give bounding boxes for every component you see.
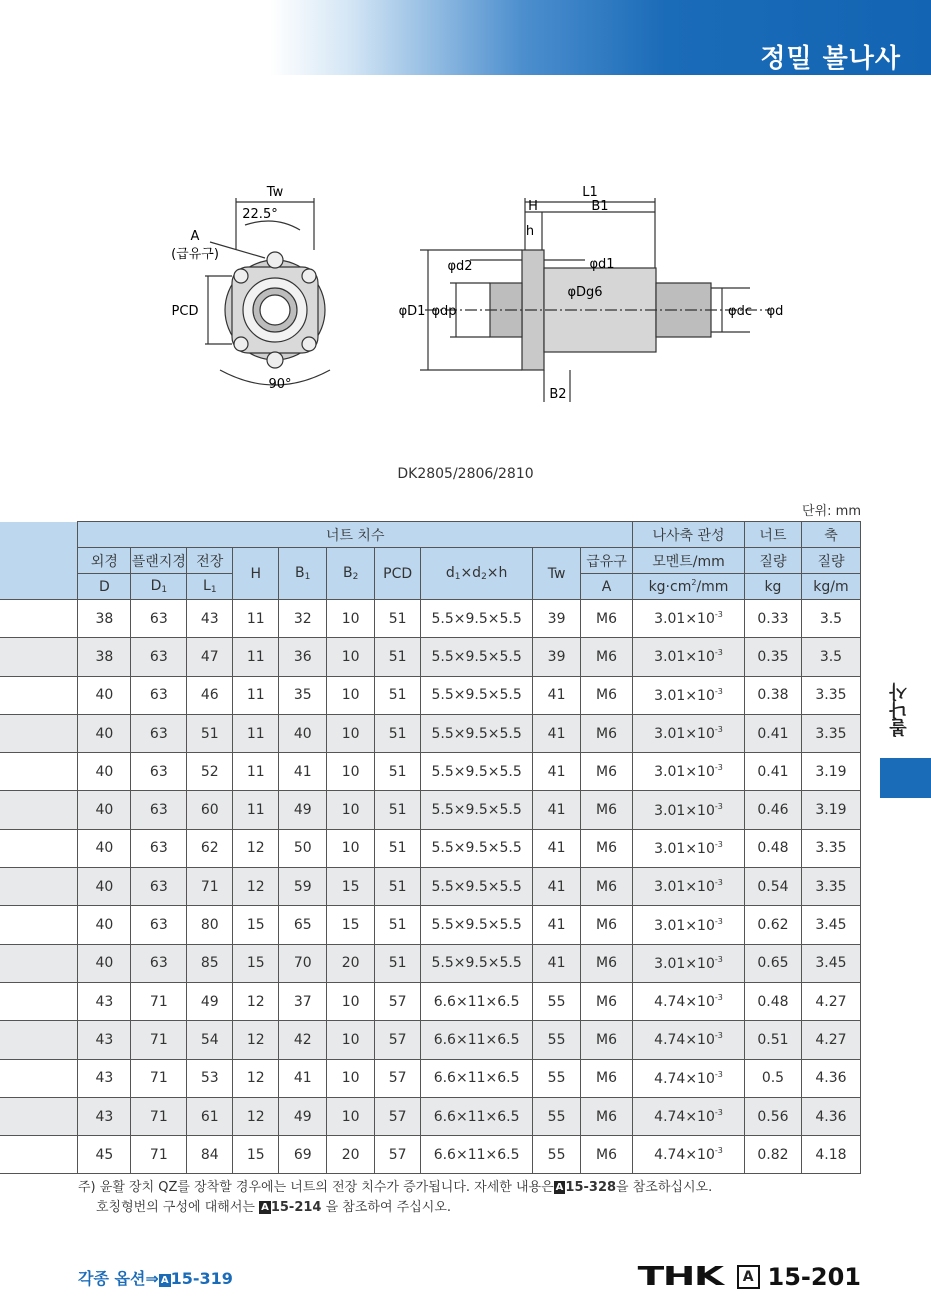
row-model-cell [0, 600, 78, 638]
row-model-cell [0, 638, 78, 676]
page-number: 15-201 [767, 1263, 861, 1291]
cell-D1: 63 [131, 868, 187, 906]
cell-nut-mass: 0.48 [744, 829, 801, 867]
cell-bolt: 5.5×9.5×5.5 [421, 753, 533, 791]
cell-D1: 63 [131, 600, 187, 638]
cell-PCD: 51 [375, 638, 421, 676]
note-line-1: 주) 윤활 장치 QZ를 장착할 경우에는 너트의 전장 치수가 증가됩니다. 자세한 내용은 A 15-328을 참조하십시오. [78, 1180, 713, 1195]
cell-H: 12 [233, 1097, 279, 1135]
side-tab-label: 볼나사 [889, 683, 910, 737]
cell-shaft-mass: 3.5 [801, 638, 860, 676]
cell-PCD: 51 [375, 600, 421, 638]
row-model-cell [0, 714, 78, 752]
row-model-cell [0, 1021, 78, 1059]
cell-H: 12 [233, 1021, 279, 1059]
cell-moment: $4.74\times 10^{-3}$ [633, 1021, 745, 1059]
nut-side-view [420, 198, 770, 402]
cell-A: M6 [581, 714, 633, 752]
cell-L1: 54 [187, 1021, 233, 1059]
cell-Tw: 55 [533, 982, 581, 1020]
cell-bolt: 5.5×9.5×5.5 [421, 906, 533, 944]
cell-B1: 65 [279, 906, 327, 944]
cell-D: 38 [78, 600, 131, 638]
cell-B1: 32 [279, 600, 327, 638]
cell-A: M6 [581, 1136, 633, 1174]
cell-H: 15 [233, 1136, 279, 1174]
cell-B1: 41 [279, 753, 327, 791]
table-row [0, 753, 861, 791]
header-PCD: PCD [375, 548, 421, 600]
cell-Tw: 41 [533, 753, 581, 791]
side-tab[interactable] [880, 758, 931, 798]
cell-shaft-mass: 3.19 [801, 753, 860, 791]
cell-Tw: 41 [533, 868, 581, 906]
cell-B1: 49 [279, 1097, 327, 1135]
page-section-box: A [737, 1265, 760, 1289]
cell-bolt: 6.6×11×6.5 [421, 1097, 533, 1135]
cell-L1: 52 [187, 753, 233, 791]
cell-H: 12 [233, 1059, 279, 1097]
header-bolt: $d_1\times d_2\times h$ [421, 548, 533, 600]
cell-PCD: 51 [375, 791, 421, 829]
header-nut-mass-kr: 질량 [744, 548, 801, 574]
row-model-cell [0, 1059, 78, 1097]
footer-page [637, 1262, 861, 1292]
cell-B1: 50 [279, 829, 327, 867]
cell-D: 40 [78, 791, 131, 829]
cell-L1: 80 [187, 906, 233, 944]
table-row [0, 600, 861, 638]
cell-shaft-mass: 3.5 [801, 600, 860, 638]
cell-nut-mass: 0.41 [744, 714, 801, 752]
cell-bolt: 6.6×11×6.5 [421, 1136, 533, 1174]
cell-Tw: 55 [533, 1136, 581, 1174]
table-row [0, 868, 861, 906]
cell-moment: $3.01\times 10^{-3}$ [633, 676, 745, 714]
cell-bolt: 6.6×11×6.5 [421, 1021, 533, 1059]
cell-D1: 63 [131, 753, 187, 791]
cell-B2: 20 [327, 944, 375, 982]
cell-A: M6 [581, 791, 633, 829]
cell-B2: 10 [327, 714, 375, 752]
header-moment: 나사축 관성 [633, 522, 745, 548]
drawing-caption: DK2805/2806/2810 [397, 466, 534, 482]
cell-Tw: 55 [533, 1059, 581, 1097]
row-model-cell [0, 868, 78, 906]
label-b1: B1 [591, 199, 609, 214]
cell-L1: 84 [187, 1136, 233, 1174]
ball-screw-drawing [150, 180, 790, 410]
cell-D: 40 [78, 753, 131, 791]
header-B1: $B_1$ [279, 548, 327, 600]
cell-A: M6 [581, 1021, 633, 1059]
row-model-cell [0, 906, 78, 944]
ref-mark: A [160, 1275, 169, 1286]
cell-PCD: 57 [375, 982, 421, 1020]
cell-B1: 37 [279, 982, 327, 1020]
cell-D1: 71 [131, 1059, 187, 1097]
cell-PCD: 51 [375, 868, 421, 906]
header-moment-unit: $kg\cdot cm^2/mm$ [633, 574, 745, 600]
cell-moment: $3.01\times 10^{-3}$ [633, 714, 745, 752]
cell-D: 43 [78, 1059, 131, 1097]
cell-H: 11 [233, 638, 279, 676]
cell-B2: 10 [327, 600, 375, 638]
cell-D1: 63 [131, 714, 187, 752]
cell-B2: 10 [327, 791, 375, 829]
cell-L1: 47 [187, 638, 233, 676]
cell-A: M6 [581, 600, 633, 638]
cell-D1: 63 [131, 676, 187, 714]
header-shaft-mass-unit: kg/m [801, 574, 860, 600]
cell-shaft-mass: 4.36 [801, 1097, 860, 1135]
table-row [0, 1136, 861, 1174]
cell-shaft-mass: 3.35 [801, 829, 860, 867]
spec-table [0, 521, 861, 1174]
cell-H: 12 [233, 868, 279, 906]
cell-B2: 10 [327, 676, 375, 714]
cell-nut-mass: 0.56 [744, 1097, 801, 1135]
cell-B1: 36 [279, 638, 327, 676]
note-ref-link-1[interactable]: 15-328 [565, 1180, 617, 1195]
cell-bolt: 5.5×9.5×5.5 [421, 600, 533, 638]
cell-shaft-mass: 3.45 [801, 906, 860, 944]
cell-L1: 51 [187, 714, 233, 752]
cell-B1: 41 [279, 1059, 327, 1097]
cell-moment: $4.74\times 10^{-3}$ [633, 1136, 745, 1174]
cell-D: 45 [78, 1136, 131, 1174]
cell-B1: 42 [279, 1021, 327, 1059]
cell-bolt: 5.5×9.5×5.5 [421, 638, 533, 676]
cell-D1: 71 [131, 1021, 187, 1059]
cell-B2: 10 [327, 829, 375, 867]
header-H: H [233, 548, 279, 600]
cell-nut-mass: 0.38 [744, 676, 801, 714]
cell-nut-mass: 0.62 [744, 906, 801, 944]
cell-B2: 10 [327, 1059, 375, 1097]
row-model-cell [0, 1136, 78, 1174]
header-nut-dimensions: 너트 치수 [78, 522, 633, 548]
cell-moment: $3.01\times 10^{-3}$ [633, 600, 745, 638]
header-D: D [78, 574, 131, 600]
table-row [0, 1059, 861, 1097]
cell-nut-mass: 0.48 [744, 982, 801, 1020]
cell-A: M6 [581, 868, 633, 906]
header-shaft-mass-kr: 질량 [801, 548, 860, 574]
cell-L1: 85 [187, 944, 233, 982]
cell-L1: 53 [187, 1059, 233, 1097]
label-pcd: PCD [171, 304, 199, 319]
cell-PCD: 57 [375, 1136, 421, 1174]
cell-H: 11 [233, 600, 279, 638]
label-d2: φd2 [447, 259, 473, 274]
cell-PCD: 51 [375, 676, 421, 714]
cell-PCD: 57 [375, 1097, 421, 1135]
cell-Tw: 55 [533, 1021, 581, 1059]
cell-nut-mass: 0.46 [744, 791, 801, 829]
cell-B1: 35 [279, 676, 327, 714]
cell-D: 43 [78, 982, 131, 1020]
label-dc: φdc [728, 304, 752, 319]
label-D1: φD1 [398, 304, 426, 319]
cell-shaft-mass: 4.27 [801, 1021, 860, 1059]
cell-A: M6 [581, 676, 633, 714]
header-Tw: Tw [533, 548, 581, 600]
cell-B2: 10 [327, 1021, 375, 1059]
cell-nut-mass: 0.33 [744, 600, 801, 638]
label-dg6: φDg6 [567, 285, 603, 300]
ref-mark: A [261, 1202, 269, 1213]
cell-Tw: 41 [533, 906, 581, 944]
cell-PCD: 57 [375, 1059, 421, 1097]
cell-A: M6 [581, 829, 633, 867]
table-row [0, 906, 861, 944]
label-a: A [190, 229, 200, 244]
cell-H: 11 [233, 791, 279, 829]
cell-D: 40 [78, 944, 131, 982]
cell-D: 40 [78, 714, 131, 752]
cell-moment: $3.01\times 10^{-3}$ [633, 791, 745, 829]
cell-L1: 71 [187, 868, 233, 906]
cell-L1: 61 [187, 1097, 233, 1135]
row-model-cell [0, 791, 78, 829]
cell-D: 43 [78, 1097, 131, 1135]
header-A: A [581, 574, 633, 600]
cell-A: M6 [581, 1097, 633, 1135]
unit-note: 단위: mm [802, 504, 861, 519]
cell-L1: 62 [187, 829, 233, 867]
cell-nut-mass: 0.82 [744, 1136, 801, 1174]
cell-B2: 10 [327, 982, 375, 1020]
cell-B2: 20 [327, 1136, 375, 1174]
footer-options-link[interactable]: 각종 옵션⇒ A 15-319 [78, 1269, 233, 1288]
row-model-cell [0, 829, 78, 867]
cell-B2: 10 [327, 1097, 375, 1135]
cell-nut-mass: 0.65 [744, 944, 801, 982]
cell-Tw: 41 [533, 791, 581, 829]
cell-bolt: 6.6×11×6.5 [421, 1059, 533, 1097]
cell-D: 40 [78, 868, 131, 906]
cell-bolt: 5.5×9.5×5.5 [421, 944, 533, 982]
cell-A: M6 [581, 753, 633, 791]
table-row [0, 1021, 861, 1059]
cell-moment: $3.01\times 10^{-3}$ [633, 868, 745, 906]
header-moment-kr: 모멘트/mm [633, 548, 745, 574]
cell-moment: $3.01\times 10^{-3}$ [633, 829, 745, 867]
cell-B1: 59 [279, 868, 327, 906]
label-angle2: 90° [268, 377, 292, 392]
cell-H: 12 [233, 982, 279, 1020]
cell-PCD: 51 [375, 753, 421, 791]
cell-nut-mass: 0.5 [744, 1059, 801, 1097]
cell-bolt: 6.6×11×6.5 [421, 982, 533, 1020]
cell-PCD: 51 [375, 714, 421, 752]
cell-Tw: 39 [533, 600, 581, 638]
cell-A: M6 [581, 906, 633, 944]
cell-H: 15 [233, 906, 279, 944]
cell-D1: 71 [131, 1136, 187, 1174]
cell-shaft-mass: 3.35 [801, 868, 860, 906]
cell-B2: 15 [327, 868, 375, 906]
cell-PCD: 57 [375, 1021, 421, 1059]
header-D1-kr: 플랜지경 [131, 548, 187, 574]
cell-B2: 15 [327, 906, 375, 944]
cell-H: 12 [233, 829, 279, 867]
cell-moment: $3.01\times 10^{-3}$ [633, 638, 745, 676]
cell-Tw: 41 [533, 944, 581, 982]
cell-Tw: 41 [533, 676, 581, 714]
cell-bolt: 5.5×9.5×5.5 [421, 714, 533, 752]
label-a-sub: (급유구) [171, 247, 219, 262]
header-blank [0, 522, 78, 600]
cell-PCD: 51 [375, 944, 421, 982]
cell-D: 40 [78, 829, 131, 867]
label-dp: φdp [431, 304, 457, 319]
label-tw: Tw [266, 185, 284, 200]
cell-D1: 71 [131, 982, 187, 1020]
cell-D: 40 [78, 676, 131, 714]
cell-H: 11 [233, 676, 279, 714]
header-D1: $D_1$ [131, 574, 187, 600]
header-A-kr: 급유구 [581, 548, 633, 574]
cell-L1: 60 [187, 791, 233, 829]
cell-D: 38 [78, 638, 131, 676]
header-L1: $L_1$ [187, 574, 233, 600]
cell-B1: 40 [279, 714, 327, 752]
cell-A: M6 [581, 944, 633, 982]
label-d1: φd1 [589, 257, 615, 272]
table-row [0, 791, 861, 829]
cell-L1: 46 [187, 676, 233, 714]
cell-B1: 69 [279, 1136, 327, 1174]
row-model-cell [0, 1097, 78, 1135]
cell-B2: 10 [327, 753, 375, 791]
cell-D1: 63 [131, 638, 187, 676]
row-model-cell [0, 676, 78, 714]
cell-D: 40 [78, 906, 131, 944]
cell-Tw: 41 [533, 829, 581, 867]
ref-mark: A [555, 1182, 564, 1193]
cell-nut-mass: 0.51 [744, 1021, 801, 1059]
cell-L1: 49 [187, 982, 233, 1020]
cell-moment: $4.74\times 10^{-3}$ [633, 982, 745, 1020]
cell-bolt: 5.5×9.5×5.5 [421, 829, 533, 867]
header-shaft-mass: 축 [801, 522, 860, 548]
cell-Tw: 55 [533, 1097, 581, 1135]
cell-B1: 49 [279, 791, 327, 829]
cell-moment: $3.01\times 10^{-3}$ [633, 944, 745, 982]
cell-B1: 70 [279, 944, 327, 982]
cell-moment: $3.01\times 10^{-3}$ [633, 906, 745, 944]
cell-shaft-mass: 4.18 [801, 1136, 860, 1174]
cell-shaft-mass: 4.36 [801, 1059, 860, 1097]
cell-nut-mass: 0.54 [744, 868, 801, 906]
header-L1-kr: 전장 [187, 548, 233, 574]
cell-PCD: 51 [375, 906, 421, 944]
table-row [0, 1097, 861, 1135]
row-model-cell [0, 982, 78, 1020]
table-row [0, 982, 861, 1020]
notes [78, 1178, 712, 1218]
header-nut-mass-unit: kg [744, 574, 801, 600]
cell-Tw: 41 [533, 714, 581, 752]
cell-H: 15 [233, 944, 279, 982]
cell-moment: $4.74\times 10^{-3}$ [633, 1097, 745, 1135]
cell-shaft-mass: 3.35 [801, 676, 860, 714]
cell-PCD: 51 [375, 829, 421, 867]
table-row [0, 676, 861, 714]
table-row [0, 638, 861, 676]
header-D-kr: 외경 [78, 548, 131, 574]
cell-D1: 63 [131, 791, 187, 829]
cell-moment: $4.74\times 10^{-3}$ [633, 1059, 745, 1097]
cell-B2: 10 [327, 638, 375, 676]
row-model-cell [0, 944, 78, 982]
cell-A: M6 [581, 982, 633, 1020]
cell-shaft-mass: 3.35 [801, 714, 860, 752]
cell-H: 11 [233, 753, 279, 791]
row-model-cell [0, 753, 78, 791]
label-h: H [528, 199, 538, 214]
thk-logo: THK [637, 1262, 723, 1292]
cell-D1: 63 [131, 906, 187, 944]
label-l1: L1 [582, 185, 598, 200]
cell-D1: 63 [131, 829, 187, 867]
table-row [0, 944, 861, 982]
cell-A: M6 [581, 638, 633, 676]
note-ref-link-2[interactable]: 15-214 [270, 1200, 322, 1215]
flange-front-view [205, 198, 330, 385]
cell-nut-mass: 0.41 [744, 753, 801, 791]
header-nut-mass: 너트 [744, 522, 801, 548]
cell-Tw: 39 [533, 638, 581, 676]
table-row [0, 714, 861, 752]
cell-bolt: 5.5×9.5×5.5 [421, 676, 533, 714]
header-B2: $B_2$ [327, 548, 375, 600]
cell-D: 43 [78, 1021, 131, 1059]
label-b2: B2 [549, 387, 567, 402]
cell-nut-mass: 0.35 [744, 638, 801, 676]
label-angle1: 22.5° [242, 207, 278, 222]
cell-moment: $3.01\times 10^{-3}$ [633, 753, 745, 791]
cell-H: 11 [233, 714, 279, 752]
cell-shaft-mass: 3.19 [801, 791, 860, 829]
label-d: φd [766, 304, 784, 319]
cell-D1: 63 [131, 944, 187, 982]
cell-A: M6 [581, 1059, 633, 1097]
note-line-2: 호칭형번의 구성에 대해서는 A 15-214 을 참조하여 주십시오. [96, 1200, 452, 1215]
cell-bolt: 5.5×9.5×5.5 [421, 868, 533, 906]
cell-D1: 71 [131, 1097, 187, 1135]
cell-L1: 43 [187, 600, 233, 638]
cell-bolt: 5.5×9.5×5.5 [421, 791, 533, 829]
page-title: 정밀 볼나사 [760, 44, 901, 74]
label-h-small: h [525, 224, 535, 239]
cell-shaft-mass: 4.27 [801, 982, 860, 1020]
cell-shaft-mass: 3.45 [801, 944, 860, 982]
table-row [0, 829, 861, 867]
